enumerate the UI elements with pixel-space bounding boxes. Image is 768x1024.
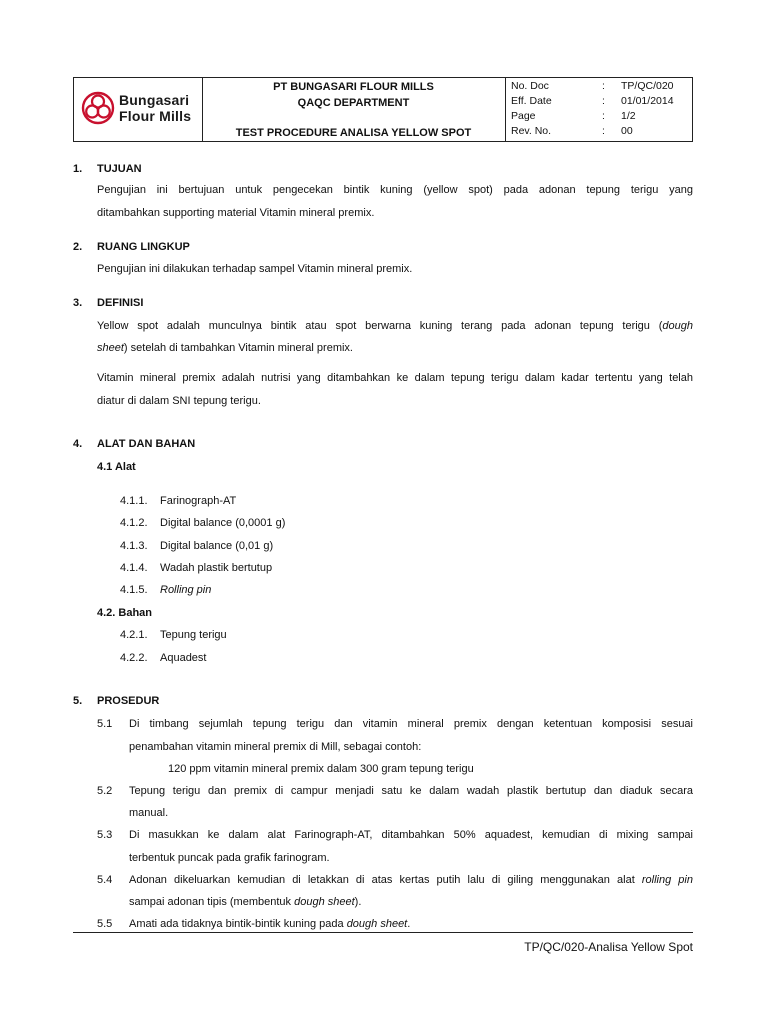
step-number: 5.5 xyxy=(97,918,113,930)
definisi-p1-line1 xyxy=(97,320,693,332)
italic-run: dough sheet xyxy=(346,918,408,930)
text-run: sampai adonan tipis (membentuk xyxy=(129,896,295,908)
step-text-line: Tepung terigu dan premix di campur menjadi satu ke dalam wadah plastik bertutup dan diaduk secara xyxy=(129,785,693,797)
step-text-line xyxy=(129,918,410,930)
step-number: 5.3 xyxy=(97,829,113,841)
step-text-line: penambahan vitamin mineral premix di Mill, sebagai contoh: xyxy=(129,741,422,753)
meta-sep: : xyxy=(602,95,605,107)
subsection-bahan: 4.2. Bahan xyxy=(97,607,153,619)
section-number: 4. xyxy=(73,438,83,450)
section-number: 2. xyxy=(73,241,83,253)
section-title-definisi: DEFINISI xyxy=(97,297,144,309)
footer-doc-ref: TP/QC/020-Analisa Yellow Spot xyxy=(524,940,693,954)
meta-row-rev-no xyxy=(511,125,691,140)
ruang-lingkup-text: Pengujian ini dilakukan terhadap sampel Vitamin mineral premix. xyxy=(97,263,413,275)
meta-value: 01/01/2014 xyxy=(621,95,674,107)
step-text-line xyxy=(129,896,361,908)
section-title-prosedur: PROSEDUR xyxy=(97,695,160,707)
title-cell xyxy=(202,78,506,141)
list-number: 4.1.1. xyxy=(120,495,148,507)
meta-key: Page xyxy=(511,110,536,122)
meta-key: No. Doc xyxy=(511,80,549,92)
list-number: 4.1.4. xyxy=(120,562,148,574)
meta-sep: : xyxy=(602,80,605,92)
meta-key: Rev. No. xyxy=(511,125,552,137)
company-name: PT BUNGASARI FLOUR MILLS xyxy=(273,81,434,93)
italic-run: dough sheet xyxy=(294,896,355,908)
list-item: Aquadest xyxy=(160,652,207,664)
step-text-line xyxy=(129,874,693,886)
logo-text-line2: Flour Mills xyxy=(119,108,192,124)
step-text-line: terbentuk puncak pada grafik farinogram. xyxy=(129,852,330,864)
tujuan-text-line1: Pengujian ini bertujuan untuk pengecekan bintik kuning (yellow spot) pada adonan tepung terigu yang xyxy=(97,184,693,196)
list-number: 4.2.2. xyxy=(120,652,148,664)
tujuan-text-line2: ditambahkan supporting material Vitamin mineral premix. xyxy=(97,207,375,219)
step-example: 120 ppm vitamin mineral premix dalam 300 gram tepung terigu xyxy=(168,763,474,775)
meta-key: Eff. Date xyxy=(511,95,552,107)
meta-row-eff-date xyxy=(511,95,691,110)
meta-row-page xyxy=(511,110,691,125)
section-title-ruang-lingkup: RUANG LINGKUP xyxy=(97,241,190,253)
list-item: Digital balance (0,01 g) xyxy=(160,540,274,552)
list-item: Digital balance (0,0001 g) xyxy=(160,517,286,529)
section-title-alat-dan-bahan: ALAT DAN BAHAN xyxy=(97,438,196,450)
step-number: 5.2 xyxy=(97,785,113,797)
company-logo xyxy=(81,91,199,129)
text-run: Yellow spot adalah munculnya bintik atau spot berwarna kuning terang pada adonan tepung terigu ( xyxy=(97,320,663,332)
italic-run: sheet xyxy=(97,342,124,354)
bungasari-logo-icon xyxy=(81,91,115,125)
list-item: Wadah plastik bertutup xyxy=(160,562,273,574)
text-run: ) setelah di tambahkan Vitamin mineral premix. xyxy=(123,342,353,354)
list-number: 4.2.1. xyxy=(120,629,148,641)
list-item: Tepung terigu xyxy=(160,629,227,641)
section-number: 3. xyxy=(73,297,83,309)
department-name: QAQC DEPARTMENT xyxy=(297,97,410,109)
logo-cell xyxy=(74,78,203,141)
meta-row-no-doc xyxy=(511,80,691,95)
logo-text-line1: Bungasari xyxy=(119,92,190,108)
italic-run: dough xyxy=(662,320,693,332)
text-run: . xyxy=(407,918,411,930)
list-number: 4.1.5. xyxy=(120,584,148,596)
text-run: ). xyxy=(354,896,362,908)
meta-value: TP/QC/020 xyxy=(621,80,674,92)
section-number: 5. xyxy=(73,695,83,707)
definisi-p2-line2: diatur di dalam SNI tepung terigu. xyxy=(97,395,261,407)
document-title: TEST PROCEDURE ANALISA YELLOW SPOT xyxy=(235,127,472,139)
meta-value: 1/2 xyxy=(621,110,636,122)
text-run: Adonan dikeluarkan kemudian di letakkan di atas kertas putih lalu di giling menggunakan alat xyxy=(129,874,642,886)
footer-divider xyxy=(73,932,693,933)
step-text-line: Di timbang sejumlah tepung terigu dan vitamin mineral premix dengan ketentuan komposisi sesuai xyxy=(129,718,693,730)
text-run: Amati ada tidaknya bintik-bintik kuning pada xyxy=(129,918,347,930)
meta-sep: : xyxy=(602,125,605,137)
list-item: Farinograph-AT xyxy=(160,495,237,507)
subsection-alat: 4.1 Alat xyxy=(97,461,136,473)
document-header-table xyxy=(73,77,693,142)
list-item: Rolling pin xyxy=(160,584,212,596)
section-number: 1. xyxy=(73,163,83,175)
section-title-tujuan: TUJUAN xyxy=(97,163,142,175)
step-text-line: manual. xyxy=(129,807,169,819)
meta-value: 00 xyxy=(621,125,633,137)
list-number: 4.1.3. xyxy=(120,540,148,552)
list-number: 4.1.2. xyxy=(120,517,148,529)
step-number: 5.1 xyxy=(97,718,113,730)
definisi-p2-line1: Vitamin mineral premix adalah nutrisi yang ditambahkan ke dalam tepung terigu dalam kadar tertentu yang telah xyxy=(97,372,693,384)
step-text-line: Di masukkan ke dalam alat Farinograph-AT, ditambahkan 50% aquadest, kemudian di mixing sampai xyxy=(129,829,693,841)
meta-sep: : xyxy=(602,110,605,122)
italic-run: rolling pin xyxy=(641,874,693,886)
definisi-p1-line2 xyxy=(97,342,353,354)
meta-cell xyxy=(505,78,692,141)
step-number: 5.4 xyxy=(97,874,113,886)
